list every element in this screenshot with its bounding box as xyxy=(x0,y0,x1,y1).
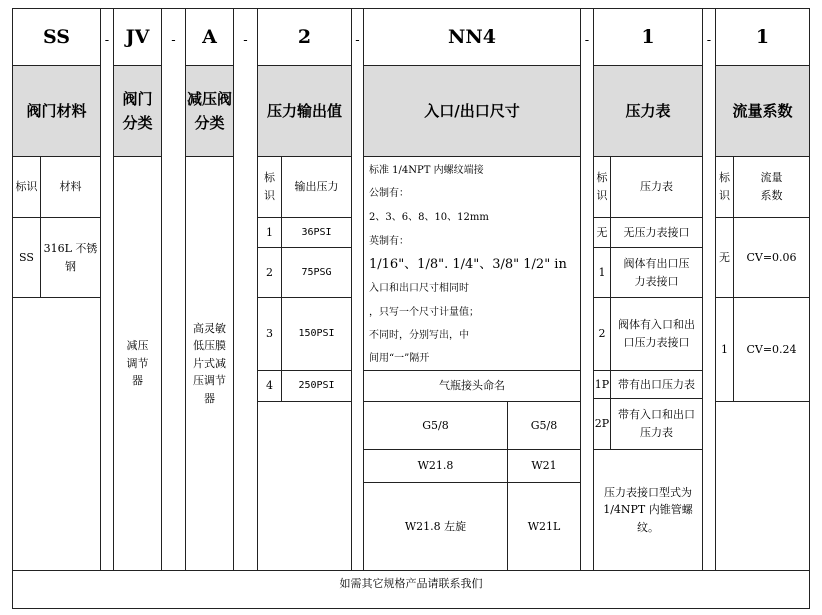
pressure-row-value: 75PSG xyxy=(281,247,352,298)
separator: - xyxy=(580,8,594,571)
header-flow: 流量系数 xyxy=(715,65,810,157)
flow-col-name: 流量 系数 xyxy=(733,156,810,218)
header-material: 阀门材料 xyxy=(12,65,101,157)
header-gauge: 压力表 xyxy=(593,65,703,157)
separator: - xyxy=(702,8,716,571)
code-category: JV xyxy=(113,8,162,66)
code-pressure: 2 xyxy=(257,8,352,66)
gauge-col-id: 标 识 xyxy=(593,156,611,218)
port-line: 英制有： xyxy=(369,236,409,247)
separator: - xyxy=(161,8,186,571)
material-row-id: SS xyxy=(12,217,41,298)
gauge-note: 压力表接口型式为 1/4NPT 内锥管螺纹。 xyxy=(593,449,703,571)
gauge-row-id: 2P xyxy=(593,398,611,450)
gauge-col-name: 压力表 xyxy=(610,156,703,218)
pressure-col-id: 标 识 xyxy=(257,156,282,218)
flow-row-id: 无 xyxy=(715,217,734,298)
gauge-row-id: 2 xyxy=(593,297,611,371)
gauge-row-desc: 阀体有出口压 力表接口 xyxy=(610,247,703,298)
port-line: 公制有： xyxy=(369,188,409,199)
port-line: 间用“一”隔开 xyxy=(369,353,430,364)
header-category: 阀门 分类 xyxy=(113,65,162,157)
pressure-row-id: 3 xyxy=(257,297,282,371)
cylinder-code: G5/8 xyxy=(507,401,581,450)
pressure-row-id: 1 xyxy=(257,217,282,248)
reduce-value: 高灵敏 低压膜 片式减 压调节 器 xyxy=(185,156,234,571)
cylinder-code: W21 xyxy=(507,449,581,483)
gauge-row-desc: 带有入口和出口 压力表 xyxy=(610,398,703,450)
cylinder-name: W21.8 左旋 xyxy=(363,482,508,571)
material-col-name: 材料 xyxy=(40,156,101,218)
code-flow: 1 xyxy=(715,8,810,66)
port-line: 2、3、6、8、10、12mm xyxy=(369,212,489,223)
code-reduce: A xyxy=(185,8,234,66)
port-line: ，只写一个尺寸计量值； xyxy=(369,307,479,318)
header-port: 入口/出口尺寸 xyxy=(363,65,581,157)
flow-col-id: 标 识 xyxy=(715,156,734,218)
material-empty xyxy=(12,297,101,571)
port-line: 入口和出口尺寸相同时 xyxy=(369,283,469,294)
pressure-row-value: 36PSI xyxy=(281,217,352,248)
cylinder-name: G5/8 xyxy=(363,401,508,450)
material-row-name: 316L 不锈 钢 xyxy=(40,217,101,298)
flow-row-value: CV=0.24 xyxy=(733,297,810,402)
pressure-row-value: 250PSI xyxy=(281,370,352,402)
cylinder-code: W21L xyxy=(507,482,581,571)
category-value: 减压 调节 器 xyxy=(113,156,162,571)
pressure-row-id: 2 xyxy=(257,247,282,298)
footer-note: 如需其它规格产品请联系我们 xyxy=(12,570,810,609)
header-reduce: 减压阀 分类 xyxy=(185,65,234,157)
gauge-row-desc: 阀体有入口和出 口压力表接口 xyxy=(610,297,703,371)
pressure-row-id: 4 xyxy=(257,370,282,402)
port-line: 标准 1/4NPT 内螺纹端接 xyxy=(369,165,484,176)
flow-empty xyxy=(715,401,810,571)
port-description xyxy=(363,156,581,371)
code-port: NN4 xyxy=(363,8,581,66)
pressure-col-name: 输出压力 xyxy=(281,156,352,218)
gauge-row-id: 1P xyxy=(593,370,611,399)
material-col-id: 标识 xyxy=(12,156,41,218)
code-material: SS xyxy=(12,8,101,66)
cylinder-title: 气瓶接头命名 xyxy=(363,370,581,402)
pressure-empty xyxy=(257,401,352,571)
gauge-row-id: 无 xyxy=(593,217,611,248)
pressure-row-value: 150PSI xyxy=(281,297,352,371)
separator: - xyxy=(351,8,364,571)
port-line: 不同时，分别写出，中 xyxy=(369,330,469,341)
flow-row-id: 1 xyxy=(715,297,734,402)
cylinder-name: W21.8 xyxy=(363,449,508,483)
header-pressure: 压力输出值 xyxy=(257,65,352,157)
gauge-row-desc: 带有出口压力表 xyxy=(610,370,703,399)
gauge-row-desc: 无压力表接口 xyxy=(610,217,703,248)
separator: - xyxy=(100,8,114,571)
gauge-row-id: 1 xyxy=(593,247,611,298)
flow-row-value: CV=0.06 xyxy=(733,217,810,298)
separator: - xyxy=(233,8,258,571)
port-line: 1/16"、1/8". 1/4"、3/8" 1/2" in xyxy=(369,257,567,272)
code-gauge: 1 xyxy=(593,8,703,66)
